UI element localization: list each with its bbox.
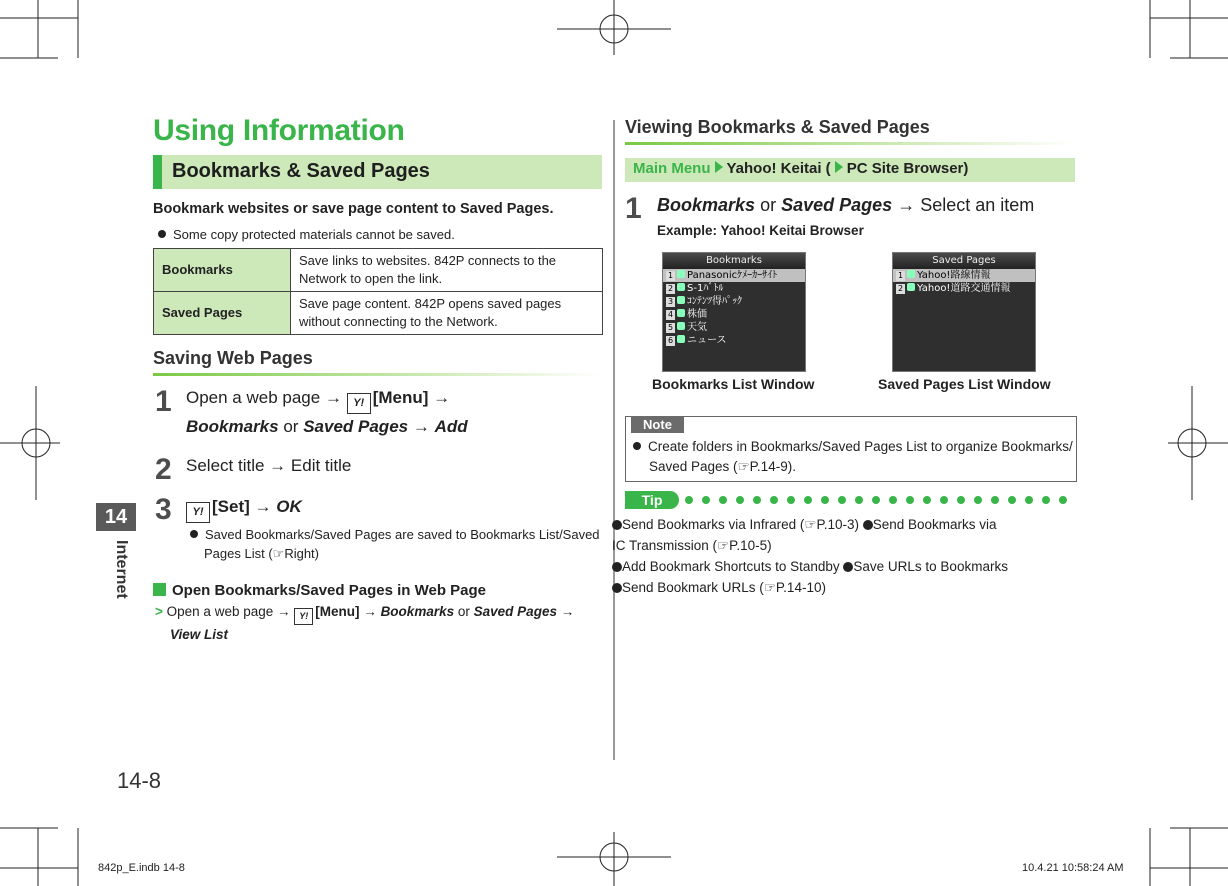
menu-path-bar: [625, 158, 1075, 182]
chevron-right-icon: >: [155, 604, 163, 619]
finger-icon: ☞: [272, 546, 285, 561]
arrow-icon: →: [433, 388, 451, 407]
yahoo-key-icon: Y!: [186, 502, 210, 523]
triangle-right-icon: [835, 161, 843, 173]
bookmarks-option: Bookmarks: [380, 604, 455, 619]
step3-bullet: [190, 525, 605, 563]
tip-line: Save URLs to Bookmarks: [853, 559, 1008, 574]
row-number: 2: [897, 284, 904, 293]
arrow-icon: →: [324, 388, 342, 407]
menu-path: [633, 160, 968, 177]
bookmark-icon: [677, 283, 685, 291]
or-text: or: [457, 604, 470, 619]
or-text: or: [760, 195, 777, 215]
section-header-bar: [153, 155, 162, 189]
arrow-icon: →: [560, 604, 575, 619]
bookmark-icon: [677, 335, 685, 343]
example-label: Example: Yahoo! Keitai Browser: [657, 223, 864, 238]
bookmarks-list-screen: [662, 252, 806, 372]
view-list-option: View List: [170, 627, 229, 642]
table-value-line: Network to open the link.: [299, 271, 443, 286]
bullet-icon: [612, 520, 622, 530]
arrow-icon: →: [269, 456, 287, 475]
note-text: [633, 437, 1073, 477]
row-text: 天気: [687, 322, 707, 333]
ok-option: OK: [276, 497, 302, 516]
main-menu-label: Main Menu: [633, 160, 711, 177]
or-text: or: [283, 417, 299, 436]
bullet-icon: [863, 520, 873, 530]
tip-line: Add Bookmark Shortcuts to Standby: [622, 559, 840, 574]
footer-timestamp: 10.4.21 10:58:24 AM: [1022, 862, 1124, 874]
page-number: 14-8: [117, 768, 162, 793]
arrow-icon: →: [363, 604, 377, 619]
bookmark-icon: [677, 296, 685, 304]
tip-line: P.10-3): [816, 517, 859, 532]
bookmark-icon: [677, 322, 685, 330]
list-item[interactable]: [663, 269, 805, 282]
step-text: Open a web page: [166, 604, 274, 619]
list-item[interactable]: [893, 269, 1035, 282]
bullet-icon: [633, 442, 641, 450]
chapter-number: 14: [96, 503, 136, 531]
yahoo-keitai-label: Yahoo! Keitai (: [726, 160, 831, 177]
step-text: Open a web page: [186, 388, 321, 407]
row-number: 6: [667, 336, 674, 345]
set-key-label: [Set]: [212, 497, 250, 516]
saving-step-1: [186, 385, 606, 440]
row-number: 1: [897, 271, 904, 280]
row-number: 1: [667, 271, 674, 280]
step-text: Select title: [186, 456, 265, 475]
bullet-icon: [158, 230, 166, 238]
arrow-icon: →: [897, 195, 916, 215]
table-value-line: without connecting to the Network.: [299, 314, 498, 329]
row-text: Yahoo!路線情報: [917, 270, 991, 281]
menu-key-label: [Menu]: [372, 388, 429, 407]
screen-header: Saved Pages: [893, 253, 1035, 269]
subheading-text: Open Bookmarks/Saved Pages in Web Page: [172, 582, 487, 599]
intro-text: Bookmark websites or save page content to Saved Pages.: [153, 201, 554, 217]
bullet-text: Pages List (: [204, 546, 273, 561]
saving-heading: Saving Web Pages: [153, 348, 313, 368]
list-item[interactable]: [663, 282, 805, 295]
row-number: 4: [667, 310, 674, 319]
table-value: [291, 249, 603, 292]
viewing-step-1: [657, 192, 1034, 218]
yahoo-key-icon: Y!: [294, 608, 313, 625]
tip-line: Send Bookmark URLs (: [622, 580, 764, 595]
saved-pages-list-screen: [892, 252, 1036, 372]
viewing-heading: Viewing Bookmarks & Saved Pages: [625, 117, 930, 137]
step-number: 3: [155, 493, 172, 526]
table-value-line: Save page content. 842P opens saved pages: [299, 296, 562, 311]
row-text: ｺﾝﾃﾝﾂ得ﾊﾟｯｸ: [687, 296, 742, 307]
saving-step-3: [186, 494, 302, 523]
table-row: [154, 249, 603, 292]
bookmark-icon: [677, 270, 685, 278]
row-number: 5: [667, 323, 674, 332]
bullet-icon: [190, 530, 198, 538]
note-label: Note: [631, 416, 684, 433]
info-table: [153, 248, 603, 335]
saved-page-icon: [907, 270, 915, 278]
yahoo-key-icon: Y!: [347, 393, 371, 414]
bookmarks-option: Bookmarks: [657, 195, 756, 215]
note-line: Create folders in Bookmarks/Saved Pages List to organize Bookmarks/: [648, 439, 1073, 454]
tip-line: P.10-5): [729, 538, 772, 553]
saved-page-icon: [907, 283, 915, 291]
row-number: 2: [667, 284, 674, 293]
arrow-icon: →: [254, 497, 272, 516]
row-text: S-1ﾊﾞﾄﾙ: [687, 283, 724, 294]
finger-icon: ☞: [737, 459, 750, 474]
saved-pages-option: Saved Pages: [303, 417, 409, 436]
table-row: [154, 292, 603, 335]
viewing-heading-rule: [625, 142, 1075, 145]
section-header: [153, 155, 602, 189]
step-number: 2: [155, 453, 172, 486]
section-title: Bookmarks & Saved Pages: [172, 160, 430, 182]
pc-site-browser-label: PC Site Browser): [846, 160, 969, 177]
row-text: Yahoo!道路交通情報: [917, 283, 1011, 294]
intro-bullet: [158, 225, 455, 244]
menu-key-label: [Menu]: [315, 604, 360, 619]
square-icon: [153, 583, 166, 596]
list-item[interactable]: [663, 308, 805, 321]
list-item[interactable]: [893, 282, 1035, 295]
saved-pages-caption: Saved Pages List Window: [878, 376, 1051, 392]
tip-dot-rule: [684, 493, 1079, 507]
row-text: ニュース: [687, 335, 727, 346]
bullet-icon: [843, 562, 853, 572]
bookmark-icon: [677, 309, 685, 317]
step-number: 1: [155, 385, 172, 418]
step-number: 1: [625, 192, 642, 225]
arrow-icon: →: [412, 417, 430, 436]
chapter-name-text: Internet: [113, 540, 130, 599]
add-option: Add: [434, 417, 468, 436]
row-text: Panasonicｹﾒｰｶｰｻｲﾄ: [687, 270, 778, 281]
step-text: Select an item: [920, 195, 1035, 215]
table-value: [291, 292, 603, 335]
bookmarks-option: Bookmarks: [186, 417, 279, 436]
row-number: 3: [667, 297, 674, 306]
finger-icon: ☞: [717, 538, 730, 553]
finger-icon: ☞: [804, 517, 817, 532]
table-key: Saved Pages: [154, 292, 291, 335]
chapter-name: [90, 540, 142, 610]
bullet-icon: [612, 562, 622, 572]
bullet-icon: [612, 583, 622, 593]
list-item[interactable]: [663, 321, 805, 334]
intro-bullet-text: Some copy protected materials cannot be saved.: [173, 227, 455, 242]
saving-step-2: [186, 453, 351, 479]
note-line: P.14-9).: [749, 459, 796, 474]
bullet-text: Saved Bookmarks/Saved Pages are saved to Bookmarks List/Saved: [205, 527, 600, 542]
open-subheading-steps: [155, 602, 595, 645]
saved-pages-option: Saved Pages: [781, 195, 893, 215]
tip-line: Send Bookmarks via Infrared (: [622, 517, 805, 532]
tip-line: Send Bookmarks via: [872, 517, 997, 532]
tip-line: IC Transmission (: [612, 538, 718, 553]
list-item[interactable]: [663, 295, 805, 308]
table-key: Bookmarks: [154, 249, 291, 292]
page-title: Using Information: [153, 114, 405, 147]
screen-header: Bookmarks: [663, 253, 805, 269]
finger-icon: ☞: [763, 580, 776, 595]
saving-heading-rule: [153, 373, 603, 376]
note-line: Saved Pages (: [649, 459, 738, 474]
table-value-line: Save links to websites. 842P connects to the: [299, 253, 557, 268]
bullet-text: Right): [284, 546, 319, 561]
tip-text: [612, 514, 1082, 598]
open-subheading: [153, 582, 486, 599]
list-item[interactable]: [663, 334, 805, 347]
arrow-icon: →: [277, 604, 291, 619]
row-text: 株価: [687, 309, 707, 320]
tip-line: P.14-10): [775, 580, 826, 595]
bookmarks-caption: Bookmarks List Window: [652, 376, 815, 392]
step-text: Edit title: [290, 456, 352, 475]
footer-file: 842p_E.indb 14-8: [98, 862, 185, 874]
tip-label: Tip: [625, 491, 679, 509]
triangle-right-icon: [715, 161, 723, 173]
saved-pages-option: Saved Pages: [473, 604, 557, 619]
